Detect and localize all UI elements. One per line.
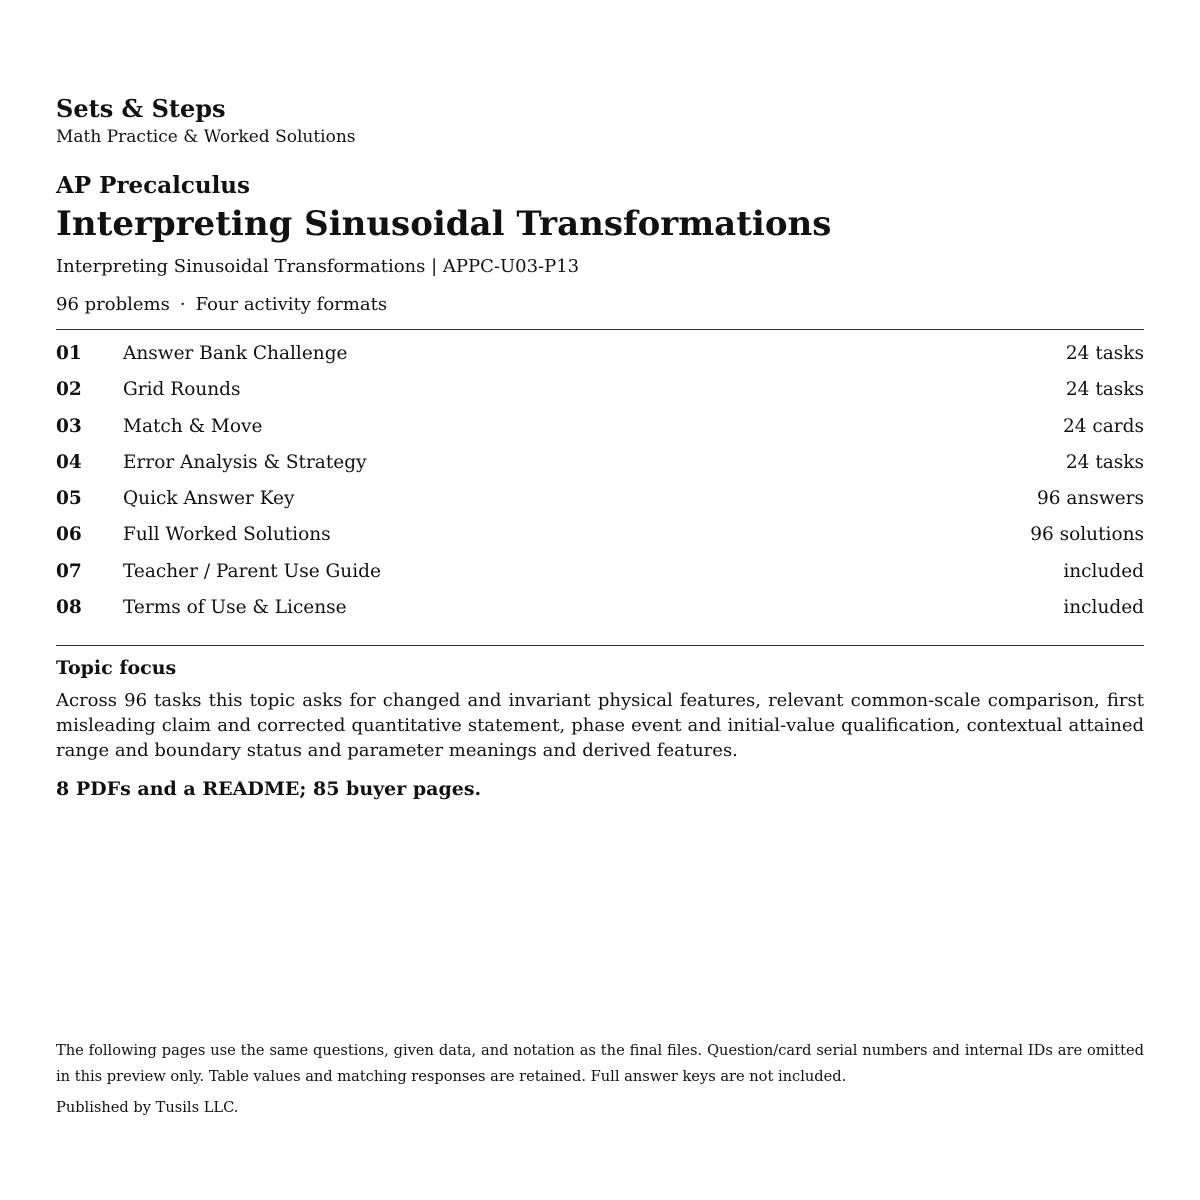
contents-number: 04	[56, 451, 82, 473]
contents-number: 01	[56, 343, 82, 364]
divider-bottom	[56, 645, 1144, 646]
contents-count: 24 tasks	[1065, 451, 1144, 473]
contents-row	[56, 558, 1144, 594]
topic-focus-body: Across 96 tasks this topic asks for changed and invariant physical features, relevant common-scale comparison, first misleading claim and corrected quantitative statement, phase event and initial-value qualification, contextual attained range and boundary status and parameter meanings and derived features.	[56, 690, 1144, 761]
contents-row	[56, 449, 1144, 485]
contents-row	[56, 485, 1144, 521]
divider-top	[56, 329, 1144, 330]
preview-notice: The following pages use the same questions, given data, and notation as the final files. Question/card serial numbers and internal IDs are omitted in this preview only. Table values and matching responses are retained. Full answer keys are not included.	[56, 1042, 1144, 1085]
contents-number: 06	[56, 524, 82, 546]
contents-count: 24 tasks	[1065, 379, 1144, 401]
contents-count: 96 solutions	[1030, 524, 1144, 546]
contents-label: Error Analysis & Strategy	[123, 451, 367, 473]
brand-name: Sets & Steps	[56, 94, 226, 123]
problem-count: 96 problems	[56, 294, 170, 315]
contents-label: Answer Bank Challenge	[123, 343, 348, 364]
product-preview-page	[56, 0, 1144, 1200]
contents-label: Quick Answer Key	[123, 488, 295, 510]
product-code-line: Interpreting Sinusoidal Transformations | APPC-U03-P13	[56, 256, 580, 277]
contents-number: 03	[56, 415, 82, 437]
contents-count: included	[1063, 560, 1144, 582]
contents-count: 24 cards	[1063, 415, 1144, 437]
contents-count: included	[1063, 597, 1144, 619]
contents-row	[56, 376, 1144, 412]
contents-count: 24 tasks	[1065, 343, 1144, 364]
page-title: Interpreting Sinusoidal Transformations	[56, 204, 832, 244]
contents-row	[56, 413, 1144, 449]
contents-label: Grid Rounds	[123, 379, 241, 401]
publisher-line: Published by Tusils LLC.	[56, 1099, 239, 1116]
contents-label: Terms of Use & License	[123, 597, 347, 619]
contents-number: 08	[56, 597, 82, 619]
contents-label: Match & Move	[123, 415, 263, 437]
contents-row	[56, 340, 1144, 376]
meta-line	[56, 293, 387, 317]
contents-label: Teacher / Parent Use Guide	[123, 560, 381, 582]
contents-list	[56, 340, 1144, 630]
contents-label: Full Worked Solutions	[123, 524, 331, 546]
contents-number: 07	[56, 560, 82, 582]
contents-count: 96 answers	[1037, 488, 1144, 510]
brand-tagline: Math Practice & Worked Solutions	[56, 127, 356, 147]
contents-number: 02	[56, 379, 82, 401]
format-count: Four activity formats	[195, 294, 388, 315]
meta-separator: ·	[179, 294, 186, 315]
files-summary: 8 PDFs and a README; 85 buyer pages.	[56, 778, 482, 800]
topic-focus-heading: Topic focus	[56, 657, 177, 679]
contents-number: 05	[56, 488, 82, 510]
course-name: AP Precalculus	[56, 172, 250, 199]
contents-row	[56, 594, 1144, 630]
contents-row	[56, 521, 1144, 557]
